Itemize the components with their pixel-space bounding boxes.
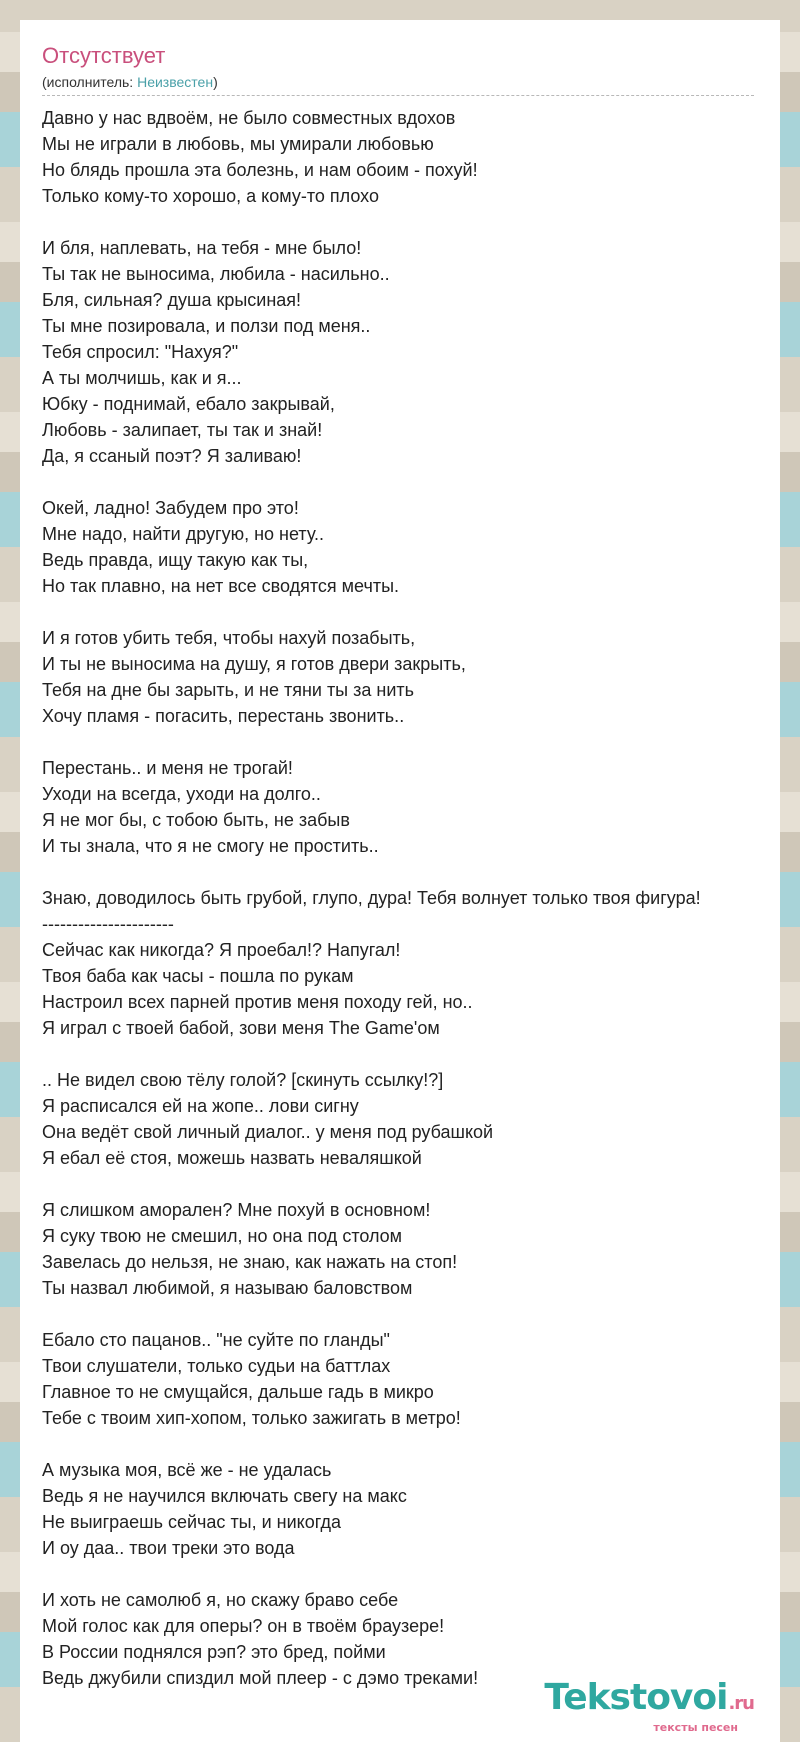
lyrics-text [42,105,780,1691]
lyric-line: Перестань.. и меня не трогай! [42,758,293,778]
lyric-line [42,859,780,885]
lyric-line: Тебя спросил: "Нахуя?" [42,342,239,362]
artist-prefix: (исполнитель: [42,74,138,90]
lyric-line: И ты не выносима на душу, я готов двери закрыть, [42,654,466,674]
lyric-line: Мой голос как для оперы? он в твоём браузере! [42,1616,445,1636]
lyric-line: Она ведёт свой личный диалог.. у меня под рубашкой [42,1122,494,1142]
lyric-line: Окей, ладно! Забудем про это! [42,498,299,518]
lyric-line [42,1561,780,1587]
lyric-line: Я слишком аморален? Мне похуй в основном! [42,1200,431,1220]
lyric-line [42,1431,780,1457]
lyric-line: Ты так не выносима, любила - насильно.. [42,264,390,284]
lyric-line: Завелась до нельзя, не знаю, как нажать на стоп! [42,1252,458,1272]
lyric-line: Давно у нас вдвоём, не было совместных вдохов [42,108,456,128]
lyric-line: Я суку твою не смешил, но она под столом [42,1226,403,1246]
lyric-line: Бля, сильная? душа крысиная! [42,290,302,310]
lyric-line: Юбку - поднимай, ебало закрывай, [42,394,335,414]
lyric-line: Хочу пламя - погасить, перестань звонить.. [42,706,405,726]
lyric-line [42,599,780,625]
lyric-line: Уходи на всегда, уходи на долго.. [42,784,321,804]
lyrics-card [20,20,780,1742]
lyric-line: А музыка моя, всё же - не удалась [42,1460,332,1480]
lyric-line [42,1171,780,1197]
lyric-line: Ты мне позировала, и ползи под меня.. [42,316,371,336]
lyric-line: Но блядь прошла эта болезнь, и нам обоим - похуй! [42,160,478,180]
lyric-line: Твои слушатели, только судьи на баттлах [42,1356,391,1376]
lyric-line: Я расписался ей на жопе.. лови сигну [42,1096,359,1116]
lyric-line: .. Не видел свою тёлу голой? [скинуть ссылку!?] [42,1070,444,1090]
lyric-line: Мы не играли в любовь, мы умирали любовью [42,134,434,154]
logo-tagline: тексты песен [653,1721,738,1734]
lyric-line: Только кому-то хорошо, а кому-то плохо [42,186,379,206]
lyric-line: Ведь правда, ищу такую как ты, [42,550,309,570]
lyric-line: ---------------------- [42,914,174,934]
lyric-line: Я не мог бы, с тобою быть, не забыв [42,810,350,830]
lyric-line: Ты назвал любимой, я называю баловством [42,1278,413,1298]
lyric-line: Я играл с твоей бабой, зови меня The Game'ом [42,1018,440,1038]
lyric-line: Да, я ссаный поэт? Я заливаю! [42,446,302,466]
lyric-line: Настроил всех парней против меня походу гей, но.. [42,992,473,1012]
lyric-line: Не выиграешь сейчас ты, и никогда [42,1512,342,1532]
lyric-line: Тебя на дне бы зарыть, и не тяни ты за нить [42,680,415,700]
lyric-line [42,209,780,235]
lyric-line: Знаю, доводилось быть грубой, глупо, дура! Тебя волнует только твоя фигура! [42,888,701,908]
lyric-line: Я ебал её стоя, можешь назвать неваляшкой [42,1148,422,1168]
site-logo[interactable] [544,1677,754,1722]
lyric-line: И ты знала, что я не смогу не простить.. [42,836,379,856]
lyric-line [42,469,780,495]
lyric-line: Ебало сто пацанов.. "не суйте по гланды" [42,1330,390,1350]
lyric-line: И хоть не самолюб я, но скажу браво себе [42,1590,399,1610]
lyric-line: Ведь джубили спиздил мой плеер - с дэмо треками! [42,1668,479,1688]
artist-link[interactable]: Неизвестен [137,74,214,90]
title-divider [42,95,754,96]
lyric-line [42,729,780,755]
artist-line [42,73,780,91]
lyric-line: В России поднялся рэп? это бред, пойми [42,1642,386,1662]
song-title: Отсутствует [42,43,166,68]
lyric-line: Но так плавно, на нет все сводятся мечты. [42,576,400,596]
lyric-line: Твоя баба как часы - пошла по рукам [42,966,354,986]
lyric-line [42,1041,780,1067]
lyric-line: И бля, наплевать, на тебя - мне было! [42,238,362,258]
lyric-line [42,1301,780,1327]
lyric-line: Тебе с твоим хип-хопом, только зажигать в метро! [42,1408,461,1428]
lyric-line: Мне надо, найти другую, но нету.. [42,524,325,544]
logo-tld: .ru [728,1693,754,1714]
lyric-line: Сейчас как никогда? Я проебал!? Напугал! [42,940,401,960]
lyric-line: Ведь я не научился включать свегу на макс [42,1486,407,1506]
lyric-line: Любовь - залипает, ты так и знай! [42,420,323,440]
artist-suffix: ) [213,74,218,90]
lyric-line: И оу даа.. твои треки это вода [42,1538,295,1558]
lyric-line: И я готов убить тебя, чтобы нахуй позабыть, [42,628,416,648]
lyric-line: А ты молчишь, как и я... [42,368,242,388]
lyric-line: Главное то не смущайся, дальше гадь в микро [42,1382,434,1402]
logo-name: Tekstovoi [544,1677,728,1718]
